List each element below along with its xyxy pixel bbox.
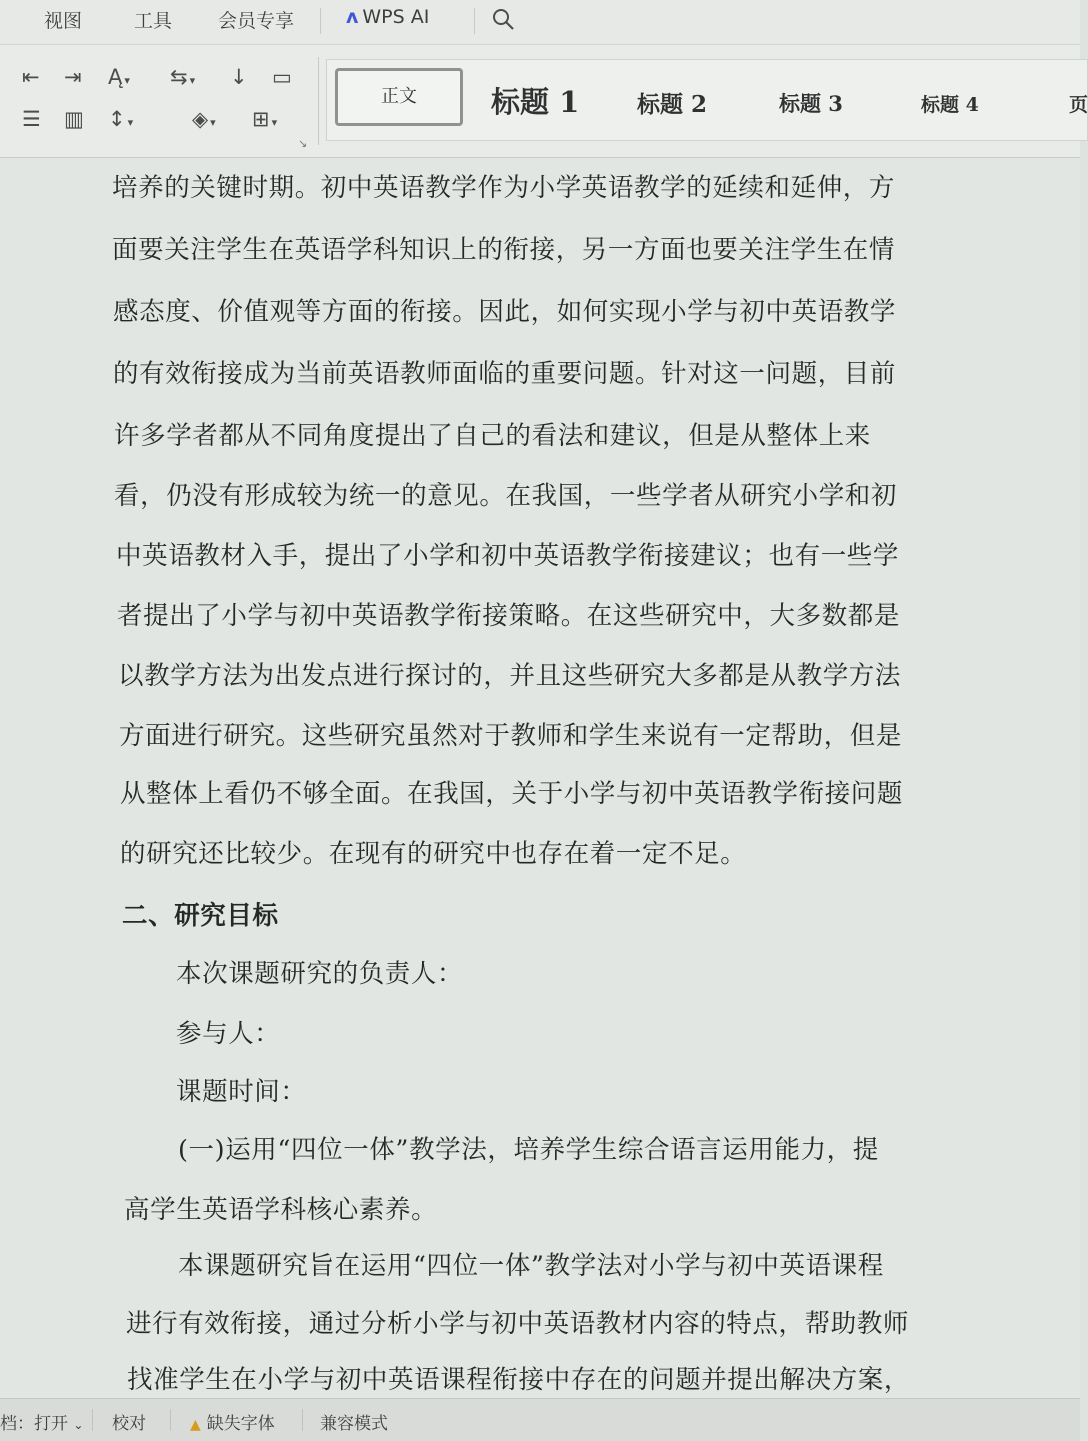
distributed-align-icon[interactable]: ▥: [64, 107, 84, 131]
body-line: 面要关注学生在英语学科知识上的衔接，另一方面也要关注学生在情: [112, 235, 896, 265]
document-open-status[interactable]: [0, 1409, 83, 1434]
wps-ai-label: WPS AI: [362, 6, 430, 28]
menu-view[interactable]: 视图: [44, 10, 83, 32]
body-line: 找准学生在小学与初中英语课程衔接中存在的问题并提出解决方案，: [127, 1365, 911, 1395]
style-heading-3[interactable]: 标题 3: [779, 91, 843, 116]
warning-icon: ▲: [190, 1417, 201, 1433]
document-page[interactable]: [0, 158, 1080, 1398]
style-heading-4[interactable]: 标题 4: [921, 94, 979, 116]
decrease-indent-icon[interactable]: ⇤: [22, 65, 40, 89]
style-gallery: [326, 59, 1088, 141]
body-line: 进行有效衔接，通过分析小学与初中英语教材内容的特点，帮助教师: [126, 1309, 910, 1339]
shading-icon[interactable]: ◈ ▾: [192, 107, 216, 131]
borders-icon[interactable]: ⊞ ▾: [252, 107, 278, 131]
open-label: 档：打开: [0, 1414, 68, 1434]
body-line: 方面进行研究。这些研究虽然对于教师和学生来说有一定帮助，但是: [119, 721, 903, 751]
menu-separator: [320, 8, 321, 34]
align-justify-icon[interactable]: ☰: [22, 107, 41, 131]
menu-member[interactable]: 会员专享: [218, 10, 295, 32]
status-separator: [92, 1409, 93, 1431]
body-line: 者提出了小学与初中英语教学衔接策略。在这些研究中，大多数都是: [117, 601, 901, 631]
chevron-down-icon: ⌄: [73, 1418, 84, 1432]
ribbon-divider: [318, 57, 319, 145]
proofread-button[interactable]: 校对: [112, 1414, 146, 1434]
grid-icon[interactable]: ▭: [272, 65, 292, 89]
field-participants: 参与人：: [176, 1019, 281, 1049]
field-leader: 本次课题研究的负责人：: [176, 959, 464, 989]
status-separator: [302, 1409, 303, 1431]
body-line: 以教学方法为出发点进行探讨的，并且这些研究大多都是从教学方法: [118, 661, 902, 691]
style-normal[interactable]: 正文: [335, 68, 463, 126]
text-direction-icon[interactable]: Ą ▾: [108, 65, 130, 89]
ribbon: [0, 45, 1088, 158]
missing-fonts-button[interactable]: [190, 1409, 275, 1434]
line-spacing-icon[interactable]: ↕ ▾: [108, 107, 134, 131]
style-heading-1[interactable]: 标题 1: [491, 85, 580, 119]
search-icon[interactable]: [490, 6, 516, 32]
menu-tools[interactable]: 工具: [134, 10, 173, 32]
menu-wps-ai[interactable]: [346, 6, 429, 28]
body-line: 中英语教材入手，提出了小学和初中英语教学衔接建议；也有一些学: [116, 541, 900, 571]
menu-bar: [0, 0, 1080, 45]
section-heading: 二、研究目标: [122, 901, 279, 931]
body-line: 从整体上看仍不够全面。在我国，关于小学与初中英语教学衔接问题: [120, 779, 904, 809]
subsection-line: 高学生英语学科核心素养。: [124, 1195, 438, 1225]
body-line: 培养的关键时期。初中英语教学作为小学英语教学的延续和延伸，方: [112, 173, 896, 203]
increase-indent-icon[interactable]: ⇥: [64, 65, 82, 89]
wps-ai-logo-icon: ʌ: [346, 6, 359, 28]
body-line: 的研究还比较少。在现有的研究中也存在着一定不足。: [120, 839, 747, 869]
field-period: 课题时间：: [176, 1077, 307, 1107]
paragraph-launcher-icon[interactable]: ↘: [298, 137, 308, 150]
body-line: 看，仍没有形成较为统一的意见。在我国，一些学者从研究小学和初: [114, 481, 898, 511]
body-line: 本课题研究旨在运用“四位一体”教学法对小学与初中英语课程: [178, 1251, 884, 1281]
subsection-line: (一)运用“四位一体”教学法，培养学生综合语言运用能力，提: [178, 1135, 879, 1165]
sort-icon[interactable]: ⇆ ▾: [170, 65, 196, 89]
missing-fonts-label: 缺失字体: [206, 1414, 275, 1434]
compat-mode-label: 兼容模式: [320, 1414, 388, 1434]
status-separator: [170, 1409, 171, 1431]
body-line: 感态度、价值观等方面的衔接。因此，如何实现小学与初中英语教学: [113, 297, 897, 327]
status-bar: [0, 1398, 1080, 1441]
body-line: 许多学者都从不同角度提出了自己的看法和建议，但是从整体上来: [114, 421, 871, 451]
style-heading-2[interactable]: 标题 2: [637, 91, 708, 118]
menu-separator: [474, 8, 475, 34]
style-more[interactable]: 页: [1069, 94, 1088, 116]
body-line: 的有效衔接成为当前英语教师面临的重要问题。针对这一问题，目前: [113, 359, 897, 389]
show-marks-icon[interactable]: ↓: [230, 65, 248, 89]
